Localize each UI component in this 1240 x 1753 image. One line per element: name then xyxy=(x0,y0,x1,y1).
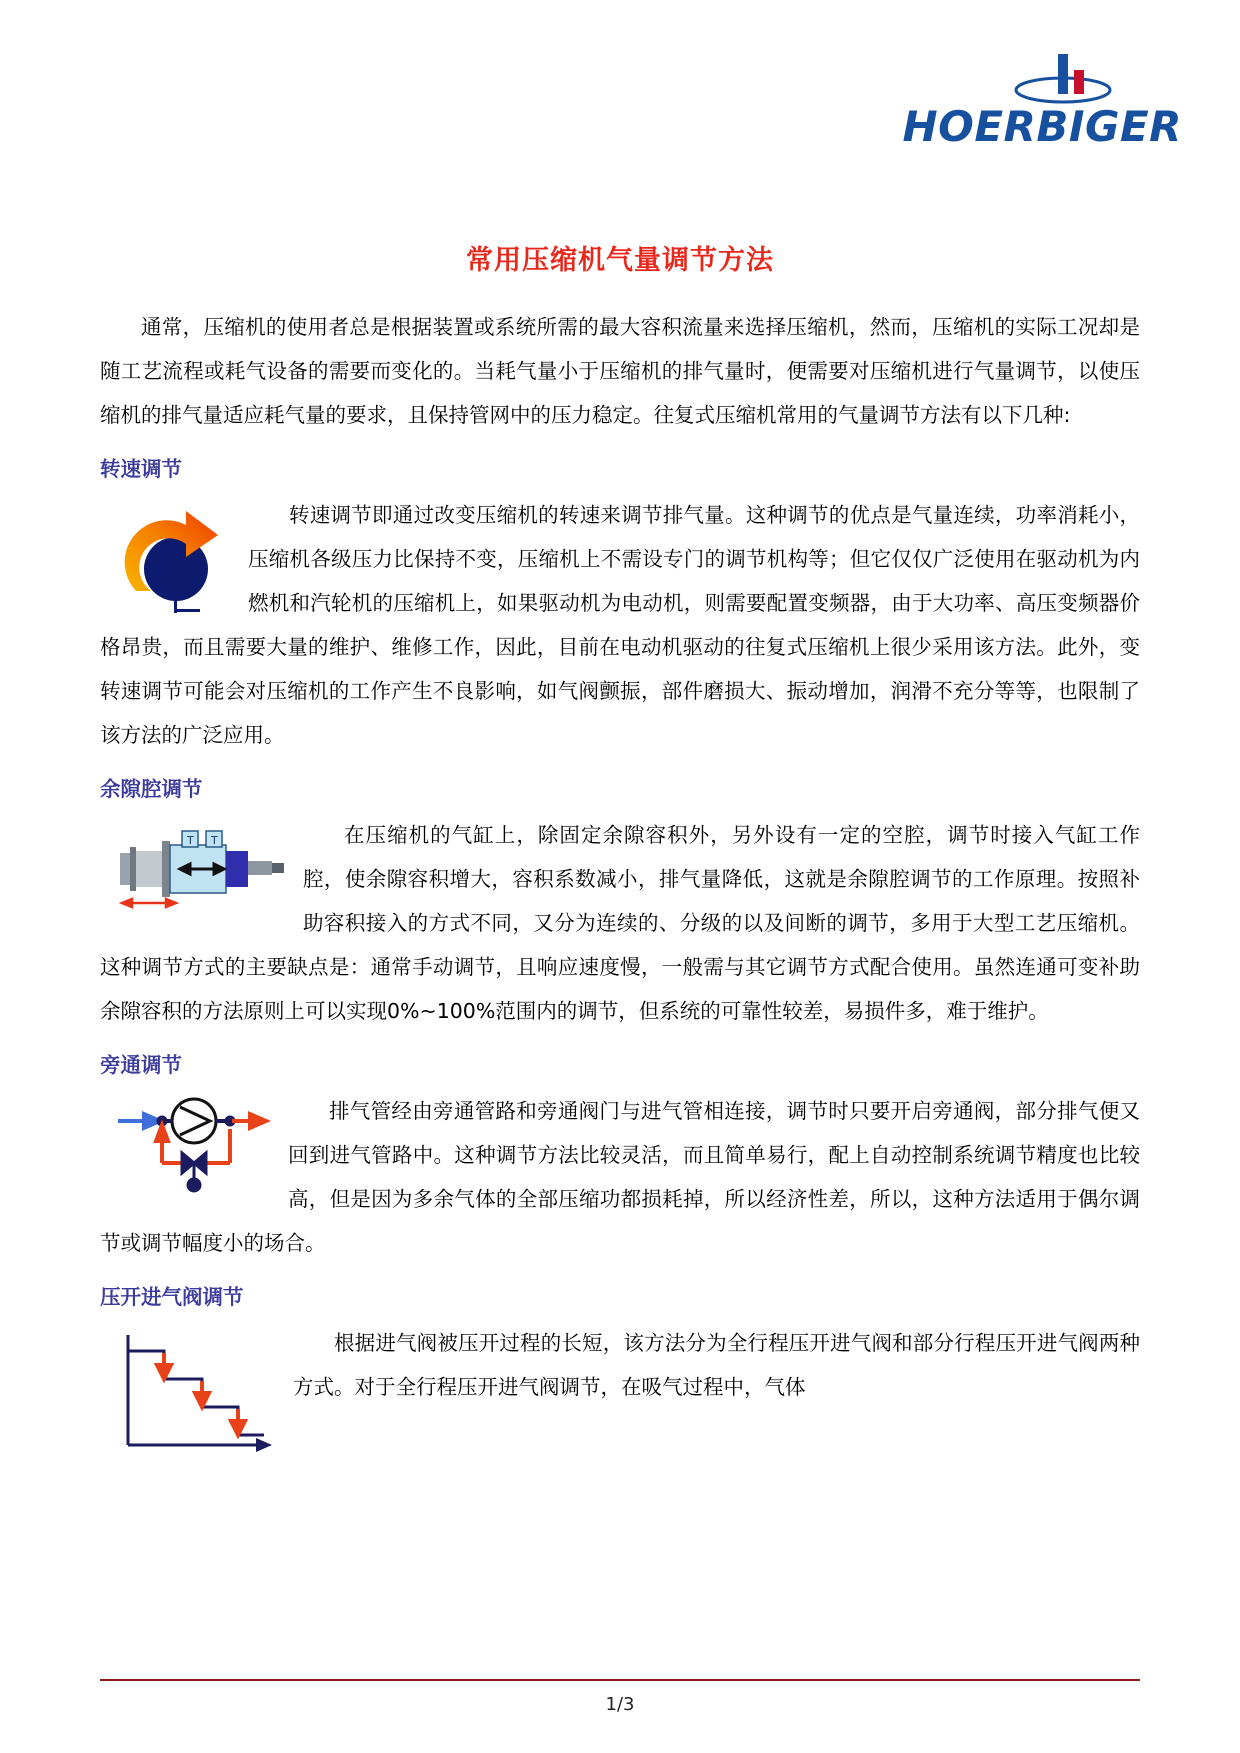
section-heading-suction-valve-unloading: 压开进气阀调节 xyxy=(100,1285,244,1309)
section-body-suction-valve-unloading: 根据进气阀被压开过程的长短，该方法分为全行程压开进气阀和部分行程压开进气阀两种方式。对于全行程压开进气阀调节，在吸气过程中，气体 xyxy=(293,1331,1140,1399)
intro-paragraph: 通常，压缩机的使用者总是根据装置或系统所需的最大容积流量来选择压缩机，然而，压缩机的实际工况却是随工艺流程或耗气设备的需要而变化的。当耗气量小于压缩机的排气量时，便需要对压缩机进行气量调节，以使压缩机的排气量适应耗气量的要求，且保持管网中的压力稳定。往复式压缩机常用的气量调节方法有以下几种: xyxy=(100,315,1140,427)
page-title: 常用压缩机气量调节方法 xyxy=(466,245,774,276)
svg-text:T: T xyxy=(187,834,194,847)
section-block-clearance-pocket xyxy=(100,813,1140,1033)
clearance-pocket-cylinder-icon xyxy=(114,819,289,923)
section-heading-clearance-pocket: 余隙腔调节 xyxy=(100,777,203,801)
rotation-arrow-icon xyxy=(114,499,234,623)
section-block-suction-valve-unloading xyxy=(100,1321,1140,1468)
section-block-speed-regulation xyxy=(100,493,1140,757)
svg-text:T: T xyxy=(211,834,218,847)
footer-divider xyxy=(100,1679,1140,1681)
hoerbiger-h-ellipse-mark xyxy=(1008,50,1118,106)
section-heading-bypass: 旁通调节 xyxy=(100,1053,182,1077)
page-number: 1/3 xyxy=(605,1694,635,1715)
section-body-bypass: 排气管经由旁通管路和旁通阀门与进气管相连接，调节时只要开启旁通阀，部分排气便又回到进气管路中。这种调节方法比较灵活，而且简单易行，配上自动控制系统调节精度也比较高，但是因为多余气体的全部压缩功都损耗掉，所以经济性差，所以，这种方法适用于偶尔调节或调节幅度小的场合。 xyxy=(100,1099,1140,1255)
hoerbiger-wordmark: HOERBIGER xyxy=(902,102,1182,151)
section-block-bypass xyxy=(100,1089,1140,1265)
section-body-clearance-pocket: 在压缩机的气缸上，除固定余隙容积外，另外设有一定的空腔，调节时接入气缸工作腔，使余隙容积增大，容积系数减小，排气量降低，这就是余隙腔调节的工作原理。按照补助容积接入的方式不同，又分为连续的、分级的以及间断的调节，多用于大型工艺压缩机。这种调节方式的主要缺点是：通常手动调节，且响应速度慢，一般需与其它调节方式配合使用。虽然连通可变补助余隙容积的方法原则上可以实现0%~100%范围内的调节，但系统的可靠性较差，易损件多，难于维护。 xyxy=(100,823,1140,1023)
bypass-valve-circuit-icon xyxy=(114,1095,274,1209)
hoerbiger-logo xyxy=(882,50,1182,160)
section-heading-speed-regulation: 转速调节 xyxy=(100,457,182,481)
document-body xyxy=(100,305,1140,1468)
section-body-speed-regulation: 转速调节即通过改变压缩机的转速来调节排气量。这种调节的优点是气量连续，功率消耗小，压缩机各级压力比保持不变，压缩机上不需设专门的调节机构等；但它仅仅广泛使用在驱动机为内燃机和汽轮机的压缩机上，如果驱动机为电动机，则需要配置变频器，由于大功率、高压变频器价格昂贵，而且需要大量的维护、维修工作，因此，目前在电动机驱动的往复式压缩机上很少采用该方法。此外，变转速调节可能会对压缩机的工作产生不良影响，如气阀颤振，部件磨损大、振动增加，润滑不充分等等，也限制了该方法的广泛应用。 xyxy=(100,503,1140,747)
stepped-capacity-chart-icon xyxy=(114,1327,279,1466)
